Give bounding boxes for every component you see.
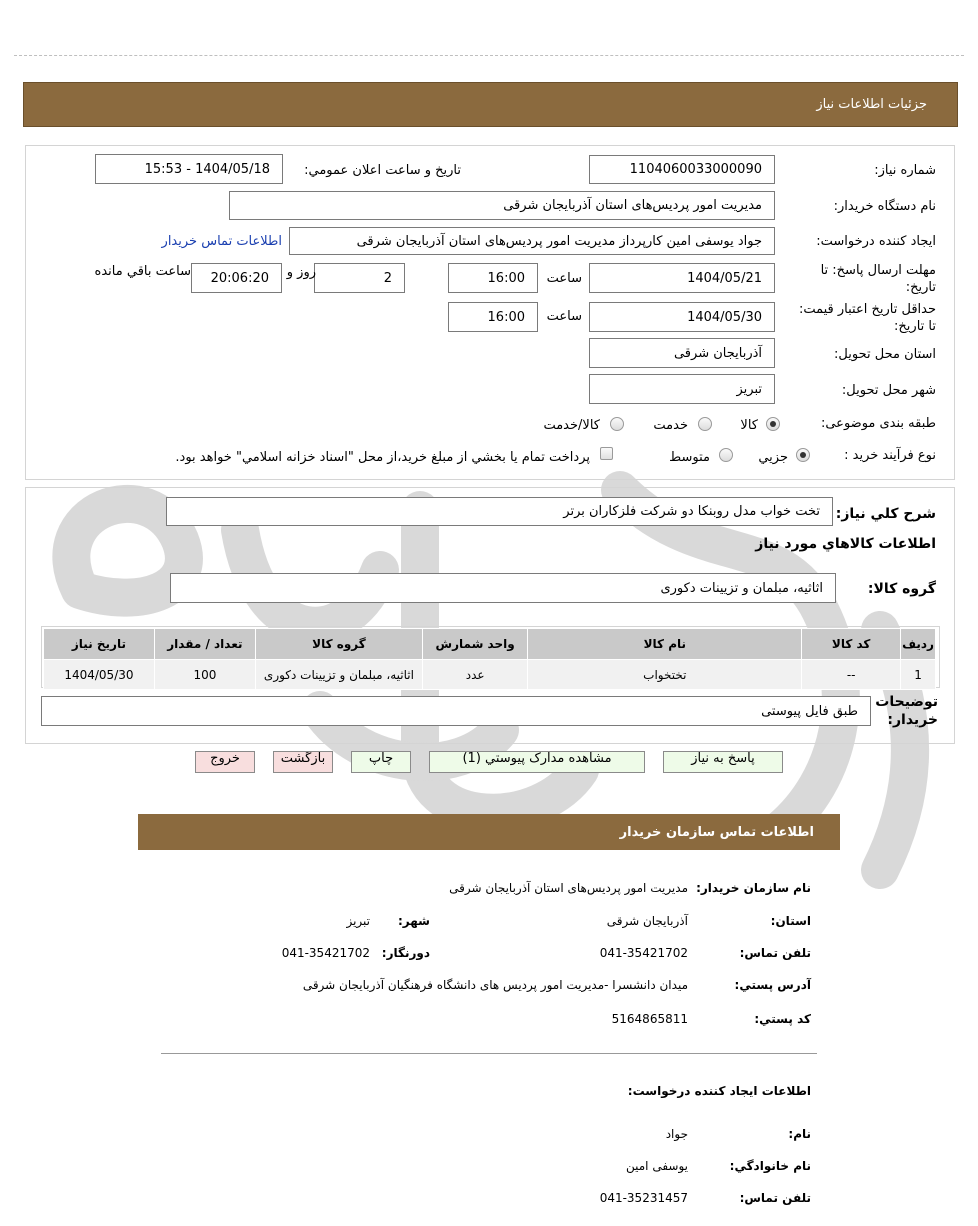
purchase-medium-radio[interactable]: [719, 448, 733, 462]
creator-name-label: نام:: [788, 1127, 811, 1141]
response-date-field: 1404/05/21: [589, 263, 775, 293]
cell-code: --: [802, 660, 901, 690]
fax-value: 041-35421702: [281, 946, 370, 960]
goods-group-label: گروه کالا:: [867, 581, 936, 597]
goods-info-title: اطلاعات کالاهاي مورد نياز: [755, 536, 936, 552]
delivery-province-field: آذربایجان شرقی: [589, 338, 775, 368]
purchase-partial-radio[interactable]: [796, 448, 810, 462]
cell-row: 1: [901, 660, 936, 690]
category-service-label: خدمت: [653, 418, 688, 433]
creator-phone-value: 041-35231457: [599, 1191, 688, 1205]
category-label: طبقه بندی موضوعی:: [820, 416, 936, 431]
province-label: استان:: [770, 914, 811, 928]
creator-family-value: یوسفی امین: [626, 1159, 688, 1173]
need-description-label: شرح کلي نياز:: [835, 506, 936, 522]
need-number-field: 1104060033000090: [589, 155, 775, 184]
back-button[interactable]: بازگشت: [273, 751, 333, 773]
purchase-partial-label: جزيي: [758, 450, 788, 465]
remaining-label: ساعت باقي مانده: [94, 264, 191, 279]
phone-value: 041-35421702: [599, 946, 688, 960]
col-name: نام کالا: [528, 629, 802, 660]
cell-group: اثاثیه، مبلمان و تزیینات دکوری: [255, 660, 422, 690]
contact-title: اطلاعات تماس سازمان خريدار: [619, 824, 814, 840]
cell-qty: 100: [154, 660, 255, 690]
buyer-contact-link[interactable]: اطلاعات تماس خريدار: [161, 234, 282, 249]
top-divider: [14, 55, 964, 56]
buyer-org-field: مدیریت امور پردیس‌های استان آذربایجان شرقی: [229, 191, 775, 220]
org-label: نام سازمان خريدار:: [696, 881, 811, 895]
creator-title: اطلاعات ايجاد کننده درخواست:: [627, 1084, 811, 1098]
postal-code-value: 5164865811: [611, 1012, 688, 1026]
purchase-type-label: نوع فرآيند خريد :: [844, 448, 936, 463]
need-number-label: شماره نياز:: [874, 163, 936, 178]
buyer-org-label: نام دستگاه خريدار:: [833, 199, 936, 214]
city-label: شهر:: [398, 914, 430, 928]
page-header-bar: [23, 82, 958, 127]
address-label: آدرس پستي:: [734, 978, 811, 992]
creator-family-label: نام خانوادگي:: [729, 1159, 811, 1173]
items-table: [43, 628, 936, 690]
remaining-time-field: 20:06:20: [191, 263, 282, 293]
category-goods-label: کالا: [740, 418, 758, 433]
need-description-field: تخت خواب مدل روبنکا دو شرکت فلزکاران برتر: [166, 497, 833, 526]
category-service-radio[interactable]: [698, 417, 712, 431]
buyer-notes-label-1: توضيحات: [875, 694, 938, 710]
col-unit: واحد شمارش: [422, 629, 527, 660]
print-button[interactable]: چاپ: [351, 751, 411, 773]
cell-unit: عدد: [422, 660, 527, 690]
exit-button[interactable]: خروج: [195, 751, 255, 773]
category-goods-radio[interactable]: [766, 417, 780, 431]
col-qty: تعداد / مقدار: [154, 629, 255, 660]
requester-field: جواد یوسفی امین کارپرداز مدیریت امور پردیس‌های استان آذربایجان شرقی: [289, 227, 775, 255]
city-value: تبریز: [346, 914, 370, 928]
items-table-header: [44, 629, 936, 660]
fax-label: دورنگار:: [381, 946, 430, 960]
view-documents-button[interactable]: مشاهده مدارک پيوستي (1): [429, 751, 645, 773]
price-validity-label-1: حداقل تاريخ اعتبار قيمت:: [798, 302, 936, 317]
col-date: تاريخ نياز: [44, 629, 155, 660]
col-group: گروه کالا: [255, 629, 422, 660]
category-goods-service-radio[interactable]: [610, 417, 624, 431]
price-validity-date-field: 1404/05/30: [589, 302, 775, 332]
cell-name: تختخواب: [528, 660, 802, 690]
price-validity-time-field: 16:00: [448, 302, 538, 332]
page-title: جزئيات اطلاعات نياز: [816, 97, 927, 112]
address-value: میدان دانشسرا -مدیریت امور پردیس های دانشگاه فرهنگیان آذربایجان شرقی: [302, 978, 688, 992]
province-value: آذربایجان شرقی: [606, 914, 688, 928]
contact-divider: [161, 1053, 817, 1054]
delivery-city-field: تبریز: [589, 374, 775, 404]
requester-label: ايجاد کننده درخواست:: [816, 234, 936, 249]
response-deadline-label-2: تاريخ:: [905, 280, 936, 295]
treasury-checkbox[interactable]: [600, 447, 613, 460]
announce-date-field: 1404/05/18 - 15:53: [95, 154, 283, 184]
remaining-days-field: 2: [314, 263, 405, 293]
buyer-notes-label-2: خريدار:: [887, 712, 938, 728]
buyer-notes-field: طبق فایل پیوستی: [41, 696, 871, 726]
org-value: مدیریت امور پردیس‌های استان آذربایجان شرقی: [449, 881, 688, 895]
response-time-field: 16:00: [448, 263, 538, 293]
response-time-label: ساعت: [546, 271, 582, 286]
category-goods-service-label: کالا/خدمت: [543, 418, 600, 433]
phone-label: تلفن تماس:: [739, 946, 811, 960]
contact-header-bar: [138, 814, 840, 850]
days-label: روز و: [286, 265, 316, 280]
delivery-city-label: شهر محل تحويل:: [841, 383, 936, 398]
table-row: [44, 660, 936, 690]
purchase-medium-label: متوسط: [669, 450, 710, 465]
goods-group-field: اثاثیه، مبلمان و تزیینات دکوری: [170, 573, 836, 603]
reply-button[interactable]: پاسخ به نياز: [663, 751, 783, 773]
response-deadline-label-1: مهلت ارسال پاسخ: تا: [820, 263, 936, 278]
treasury-note: پرداخت تمام يا بخشي از مبلغ خريد،از محل "اسناد خزانه اسلامي" خواهد بود.: [175, 450, 590, 465]
announce-date-label: تاريخ و ساعت اعلان عمومي:: [304, 163, 461, 178]
cell-date: 1404/05/30: [44, 660, 155, 690]
col-row: رديف: [901, 629, 936, 660]
postal-code-label: کد پستي:: [754, 1012, 811, 1026]
col-code: کد کالا: [802, 629, 901, 660]
delivery-province-label: استان محل تحويل:: [834, 347, 936, 362]
price-validity-label-2: تا تاريخ:: [894, 319, 936, 334]
creator-phone-label: تلفن تماس:: [739, 1191, 811, 1205]
price-validity-time-label: ساعت: [546, 309, 582, 324]
creator-name-value: جواد: [665, 1127, 688, 1141]
